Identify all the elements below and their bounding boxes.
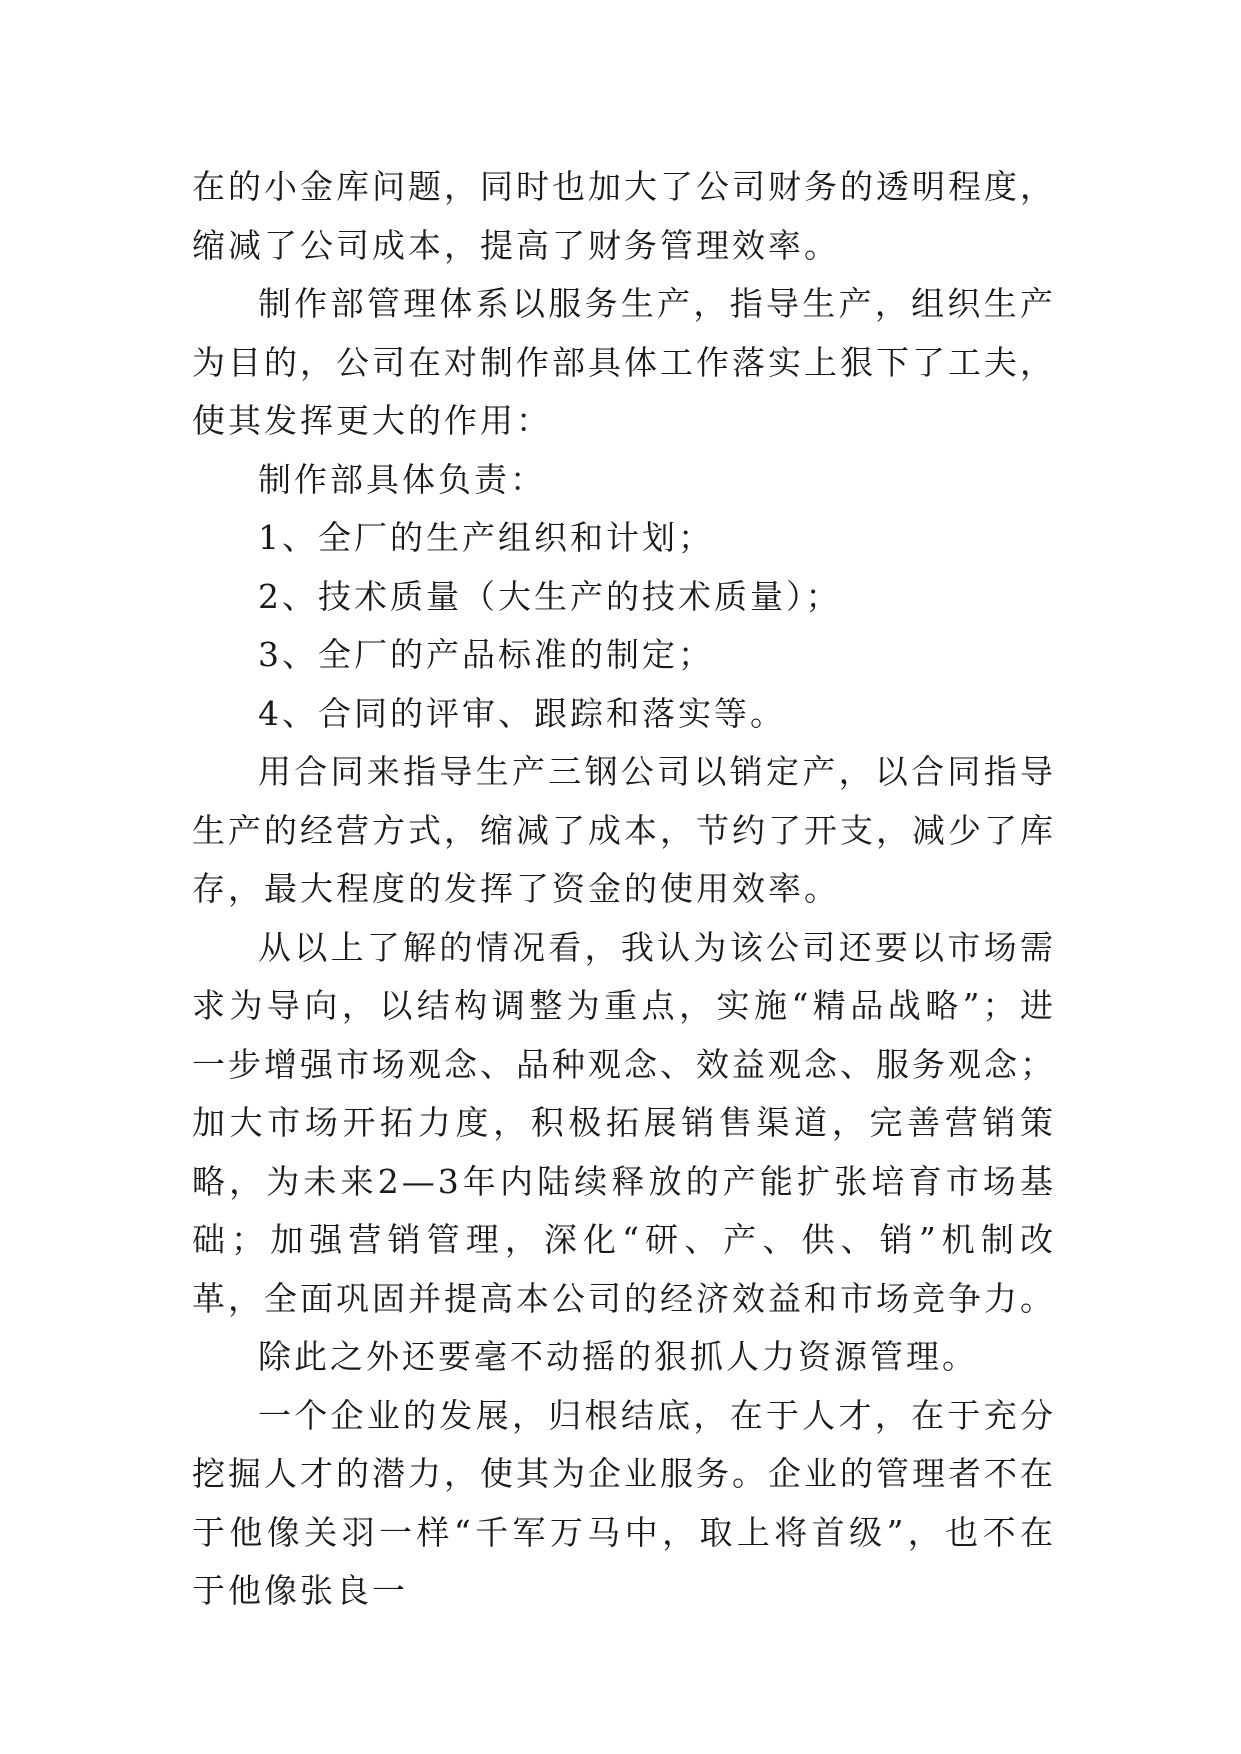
paragraph-hr-management: 除此之外还要毫不动摇的狠抓人力资源管理。 (258, 1337, 978, 1376)
paragraph-talent: 一个企业的发展，归根结底，在于人才，在于充分挖掘人才的潜力，使其为企业服务。企业的管理者不在于他像关羽一样“千军万马中，取上将首级”，也不在于他像张良一 (192, 1395, 1056, 1610)
paragraph-market-strategy: 从以上了解的情况看，我认为该公司还要以市场需求为导向，以结构调整为重点，实施“精品战略”；进一步增强市场观念、品种观念、效益观念、服务观念；加大市场开拓力度，积极拓展销售渠道，完善营销策略，为未来2—3年内陆续释放的产能扩张培育市场基础；加强营销管理，深化“研、产、供、销”机制改革，全面巩固并提高本公司的经济效益和市场竞争力。 (192, 927, 1056, 1318)
paragraph-continuation: 在的小金库问题，同时也加大了公司财务的透明程度，缩减了公司成本，提高了财务管理效率。 (192, 167, 1056, 265)
list-item-4: 4、合同的评审、跟踪和落实等。 (258, 693, 786, 733)
list-item-1: 1、全厂的生产组织和计划； (258, 518, 714, 557)
document-body (192, 158, 1056, 1621)
paragraph-production-dept: 制作部管理体系以服务生产，指导生产，组织生产为目的，公司在对制作部具体工作落实上狠下了工夫，使其发挥更大的作用： (192, 284, 1056, 440)
list-item-3: 3、全厂的产品标准的制定； (258, 635, 714, 674)
list-item-2: 2、技术质量（大生产的技术质量）； (258, 576, 842, 616)
paragraph-responsibilities-heading: 制作部具体负责： (258, 459, 546, 499)
paragraph-contracts: 用合同来指导生产三钢公司以销定产，以合同指导生产的经营方式，缩减了成本，节约了开支，减少了库存，最大程度的发挥了资金的使用效率。 (192, 752, 1056, 908)
